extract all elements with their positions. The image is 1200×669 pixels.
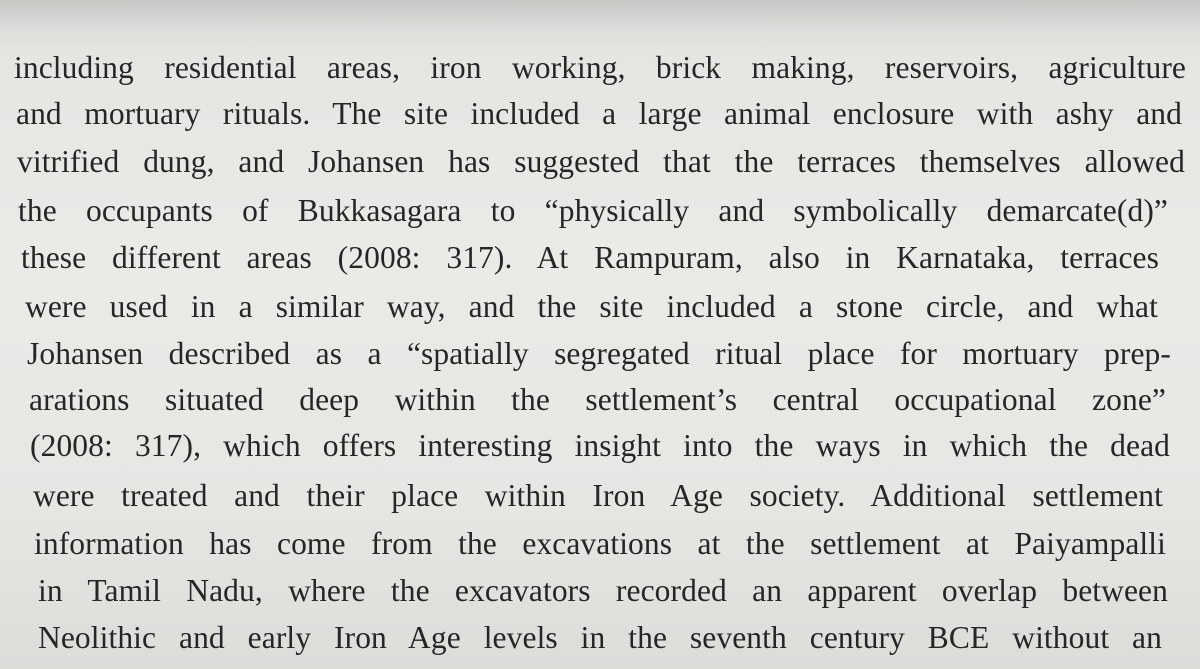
- body-text-line: vitrified dung, and Johansen has suggested that the terraces themselves allowed: [17, 144, 1185, 179]
- body-text-line: and mortuary rituals. The site included a large animal enclosure with ashy and: [16, 96, 1182, 131]
- body-text-line: were treated and their place within Iron Age society. Additional settlement: [33, 478, 1163, 513]
- body-text-line: these different areas (2008: 317). At Rampuram, also in Karnataka, terraces: [21, 240, 1159, 275]
- body-text-line: Johansen described as a “spatially segregated ritual place for mortuary prep-: [27, 336, 1171, 371]
- body-text-line: including residential areas, iron working, brick making, reservoirs, agriculture: [14, 50, 1186, 85]
- body-text-line: information has come from the excavations at the settlement at Paiyampalli: [34, 526, 1166, 561]
- body-text-line: the occupants of Bukkasagara to “physically and symbolically demarcate(d)”: [18, 193, 1168, 228]
- body-text-line: Neolithic and early Iron Age levels in the seventh century BCE without an: [38, 620, 1162, 655]
- body-text-line: were used in a similar way, and the site included a stone circle, and what: [25, 289, 1158, 324]
- body-text-line: (2008: 317), which offers interesting insight into the ways in which the dead: [30, 428, 1170, 463]
- body-text-line: in Tamil Nadu, where the excavators recorded an apparent overlap between: [38, 573, 1168, 608]
- page-top-shadow: [0, 0, 1200, 30]
- body-text-line: arations situated deep within the settlement’s central occupational zone”: [29, 382, 1166, 417]
